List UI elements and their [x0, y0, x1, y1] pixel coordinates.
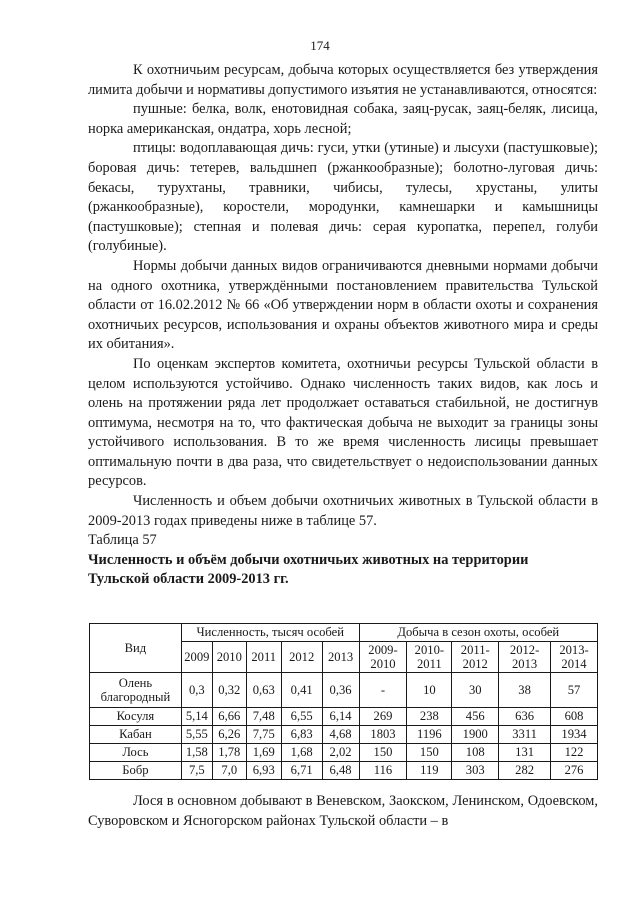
cell-harvest: 282 — [499, 762, 551, 780]
table-row-beaver — [90, 762, 598, 780]
cell-population: 6,83 — [281, 726, 322, 744]
cell-harvest: 3311 — [499, 726, 551, 744]
cell-harvest: 131 — [499, 744, 551, 762]
table-row-moose — [90, 744, 598, 762]
cell-harvest: 1803 — [359, 726, 407, 744]
header-season: 2009- 2010 — [359, 642, 407, 673]
cell-population: 7,5 — [181, 762, 212, 780]
cell-species: Лось — [90, 744, 182, 762]
cell-harvest: 276 — [551, 762, 598, 780]
cell-harvest: 150 — [407, 744, 452, 762]
paragraph-table-intro: Численность и объем добычи охотничьих животных в Тульской области в 2009-2013 годах приведены ниже в таблице 57. — [88, 493, 598, 529]
cell-population: 7,48 — [246, 708, 281, 726]
paragraph-expert-assessment: По оценкам экспертов комитета, охотничьи ресурсы Тульской области в целом используются устойчиво. Однако численность таких видов, как лось и олень на протяжении ряда лет продолжает оставаться стабильной, не достигнув оптимума, несмотря на то, что фактическая добыча не выходит за границы зоны устойчивого использования. В то же время численность лисицы превышает оптимальную почти в два раза, что свидетельствует о недоиспользовании данных ресурсов. — [88, 355, 598, 490]
cell-population: 1,78 — [212, 744, 246, 762]
cell-harvest: 238 — [407, 708, 452, 726]
header-year: 2012 — [281, 642, 322, 673]
table-row-wild-boar — [90, 726, 598, 744]
cell-population: 0,3 — [181, 673, 212, 708]
cell-harvest: 456 — [452, 708, 499, 726]
cell-harvest: 38 — [499, 673, 551, 708]
cell-population: 0,36 — [322, 673, 359, 708]
cell-population: 0,41 — [281, 673, 322, 708]
cell-harvest: 116 — [359, 762, 407, 780]
cell-population: 5,14 — [181, 708, 212, 726]
header-species: Вид — [90, 624, 182, 673]
cell-harvest: 608 — [551, 708, 598, 726]
cell-harvest: 30 — [452, 673, 499, 708]
cell-harvest: 636 — [499, 708, 551, 726]
cell-population: 6,55 — [281, 708, 322, 726]
paragraph-fur-animals: пушные: белка, волк, енотовидная собака, заяц-русак, заяц-беляк, лисица, норка американская, ондатра, хорь лесной; — [88, 101, 598, 137]
table-header-row-1 — [90, 624, 598, 642]
header-year: 2011 — [246, 642, 281, 673]
cell-population: 0,32 — [212, 673, 246, 708]
header-season: 2011- 2012 — [452, 642, 499, 673]
cell-population: 4,68 — [322, 726, 359, 744]
cell-species: Косуля — [90, 708, 182, 726]
cell-population: 6,66 — [212, 708, 246, 726]
header-year: 2009 — [181, 642, 212, 673]
paragraph-hunting-resources: К охотничьим ресурсам, добыча которых осуществляется без утверждения лимита добычи и нормативы допустимого изъятия не устанавливаются, относятся: — [88, 62, 598, 98]
document-body — [88, 61, 598, 590]
cell-population: 1,69 — [246, 744, 281, 762]
header-season: 2010- 2011 — [407, 642, 452, 673]
table-title-line-1: Численность и объём добычи охотничьих животных на территории — [88, 551, 529, 568]
cell-harvest: 1900 — [452, 726, 499, 744]
cell-population: 1,58 — [181, 744, 212, 762]
header-season: 2012- 2013 — [499, 642, 551, 673]
cell-harvest: - — [359, 673, 407, 708]
table-caption: Таблица 57 — [88, 532, 157, 549]
cell-harvest: 108 — [452, 744, 499, 762]
header-year: 2013 — [322, 642, 359, 673]
cell-species: Бобр — [90, 762, 182, 780]
cell-harvest: 303 — [452, 762, 499, 780]
cell-harvest: 122 — [551, 744, 598, 762]
table-row-roe-deer — [90, 708, 598, 726]
cell-population: 2,02 — [322, 744, 359, 762]
cell-population: 6,48 — [322, 762, 359, 780]
cell-population: 7,0 — [212, 762, 246, 780]
paragraph-birds: птицы: водоплавающая дичь: гуси, утки (утиные) и лысухи (пастушковые); боровая дичь: тетерев, вальдшнеп (ржанкообразные); болотно-луговая дичь: бекасы, турухтаны, травники, чибисы, тулесы, хрустаны, улиты (ржанкообразные), коростели, мородунки, камнешарки и камышницы (пастушковые); степная и полевая дичь: серая куропатка, перепел, голуби (голубиные). — [88, 140, 598, 255]
document-continuation — [88, 792, 598, 831]
cell-harvest: 10 — [407, 673, 452, 708]
table-row-red-deer — [90, 673, 598, 708]
paragraph-moose-districts: Лося в основном добывают в Веневском, Заокском, Ленинском, Одоевском, Суворовском и Ясногорском районах Тульской области – в — [88, 793, 598, 829]
cell-population: 6,71 — [281, 762, 322, 780]
population-harvest-table — [89, 623, 598, 780]
cell-harvest: 269 — [359, 708, 407, 726]
cell-population: 0,63 — [246, 673, 281, 708]
cell-population: 6,93 — [246, 762, 281, 780]
header-population-group: Численность, тысяч особей — [181, 624, 359, 642]
paragraph-harvest-norms: Нормы добычи данных видов ограничиваются дневными нормами добычи на одного охотника, утверждёнными постановлением правительства Тульской области от 16.02.2012 № 66 «Об утверждении норм в области охоты и сохранения охотничьих ресурсов, использования и охраны объектов животного мира и среды их обитания». — [88, 257, 598, 353]
cell-population: 7,75 — [246, 726, 281, 744]
cell-species: Кабан — [90, 726, 182, 744]
page-number: 174 — [310, 38, 330, 53]
cell-harvest: 1196 — [407, 726, 452, 744]
header-season: 2013- 2014 — [551, 642, 598, 673]
cell-harvest: 119 — [407, 762, 452, 780]
header-year: 2010 — [212, 642, 246, 673]
cell-population: 1,68 — [281, 744, 322, 762]
cell-harvest: 57 — [551, 673, 598, 708]
cell-population: 5,55 — [181, 726, 212, 744]
cell-harvest: 150 — [359, 744, 407, 762]
cell-species: Олень благородный — [90, 673, 182, 708]
cell-population: 6,14 — [322, 708, 359, 726]
header-harvest-group: Добыча в сезон охоты, особей — [359, 624, 597, 642]
cell-population: 6,26 — [212, 726, 246, 744]
table-title-line-2: Тульской области 2009-2013 гг. — [88, 571, 289, 588]
cell-harvest: 1934 — [551, 726, 598, 744]
